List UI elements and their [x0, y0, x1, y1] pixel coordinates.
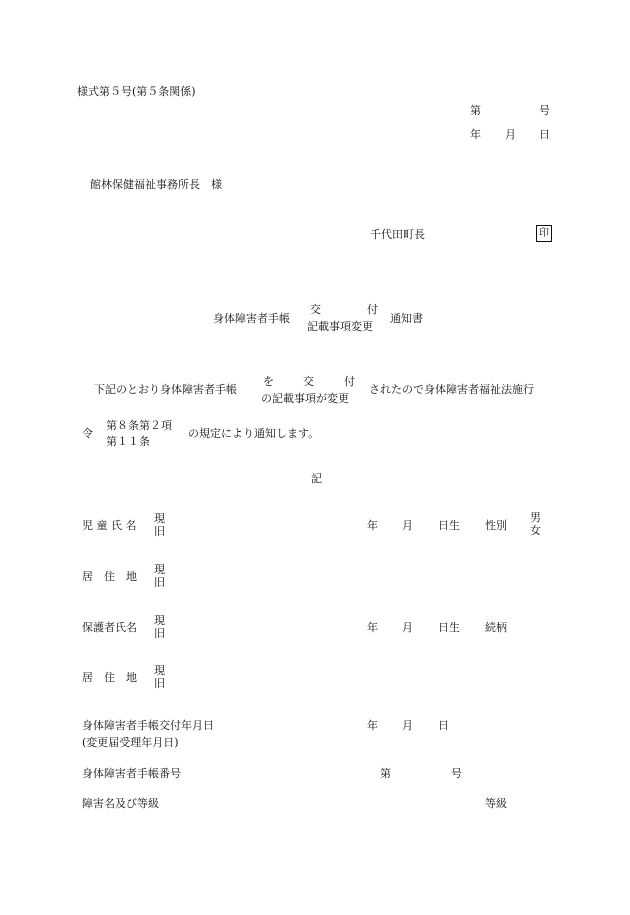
document-number-prefix: 第	[470, 104, 481, 117]
male-option: 男	[530, 511, 541, 524]
title-alt-koufu-right: 付	[367, 303, 378, 316]
body-alt-wo: を	[263, 375, 274, 388]
child-residence-current-former	[154, 564, 165, 589]
child-name-label: 児 童 氏 名	[82, 519, 137, 532]
card-number-suffix: 号	[451, 767, 462, 780]
title-suffix: 通知書	[390, 312, 423, 325]
issue-date-label: 身体障害者手帳交付年月日	[82, 719, 214, 732]
child-residence-label: 居 住 地	[82, 570, 137, 583]
body-alt-change: の記載事項が変更	[261, 392, 349, 405]
child-name-current-former	[154, 513, 165, 538]
former-mark: 旧	[154, 626, 165, 640]
body-line2-prefix: 令	[82, 427, 93, 440]
ki-heading: 記	[311, 472, 322, 485]
current-mark: 現	[154, 664, 165, 677]
former-mark: 旧	[154, 524, 165, 538]
sex-label: 性別	[485, 519, 507, 532]
child-birth-year: 年	[367, 519, 378, 532]
grade-label: 等級	[485, 797, 507, 810]
child-birth-month: 月	[402, 519, 413, 532]
guardian-name-current-former	[154, 615, 165, 640]
body-line2-suffix: の規定により通知します。	[188, 427, 320, 440]
female-option: 女	[530, 523, 541, 537]
issue-date-day: 日	[438, 719, 449, 732]
body-alt-fu: 付	[344, 375, 355, 388]
relation-label: 続柄	[485, 621, 507, 634]
document-number-suffix: 号	[539, 104, 550, 117]
disability-label: 障害名及び等級	[82, 797, 159, 810]
form-number: 様式第５号(第５条関係)	[77, 85, 196, 98]
current-mark: 現	[154, 512, 165, 525]
child-birth-day: 日生	[438, 519, 460, 532]
title-main: 身体障害者手帳	[213, 312, 290, 325]
card-number-prefix: 第	[380, 767, 391, 780]
body-alt-ko: 交	[303, 375, 314, 388]
issue-date-month: 月	[402, 719, 413, 732]
issue-date-year: 年	[367, 719, 378, 732]
body-line1-suffix: されたので身体障害者福祉法施行	[369, 383, 534, 396]
guardian-name-label: 保護者氏名	[82, 621, 137, 634]
guardian-birth-year: 年	[367, 621, 378, 634]
former-mark: 旧	[154, 575, 165, 589]
title-alt-koufu-left: 交	[310, 303, 321, 316]
sender-name: 千代田町長	[370, 228, 425, 241]
guardian-birth-day: 日生	[438, 621, 460, 634]
guardian-residence-label: 居 住 地	[82, 671, 137, 684]
body-line1-prefix: 下記のとおり身体障害者手帳	[94, 383, 237, 396]
date-day: 日	[539, 128, 550, 141]
issue-date-sublabel: (変更届受理年月日)	[82, 736, 179, 749]
sex-options	[530, 512, 541, 537]
guardian-residence-current-former	[154, 665, 165, 690]
law-option-2: 第１１条	[106, 435, 150, 448]
title-alt-change: 記載事項変更	[307, 320, 373, 333]
date-month: 月	[505, 128, 516, 141]
card-number-label: 身体障害者手帳番号	[82, 767, 181, 780]
former-mark: 旧	[154, 676, 165, 690]
addressee: 館林保健福祉事務所長 様	[90, 178, 222, 191]
seal-mark: 印	[536, 225, 552, 242]
date-year: 年	[470, 128, 481, 141]
current-mark: 現	[154, 563, 165, 576]
current-mark: 現	[154, 614, 165, 627]
guardian-birth-month: 月	[402, 621, 413, 634]
law-option-1: 第８条第２項	[106, 419, 172, 432]
